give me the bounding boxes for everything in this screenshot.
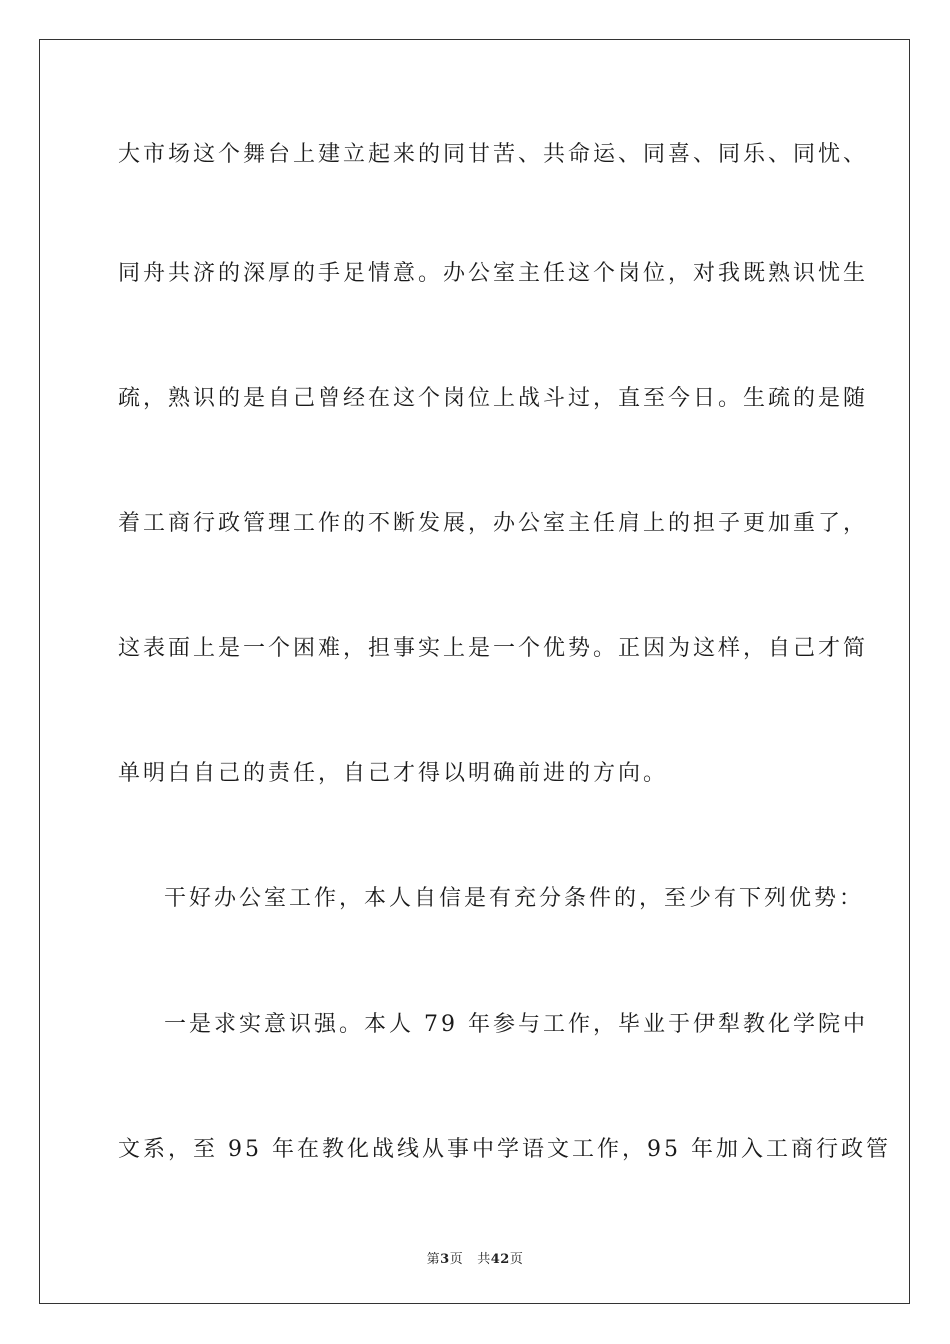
paragraph-line-3: 疏，熟识的是自己曾经在这个岗位上战斗过，直至今日。生疏的是随 xyxy=(118,386,869,411)
total-unit: 页 xyxy=(509,1252,524,1267)
paragraph-line-4: 着工商行政管理工作的不断发展，办公室主任肩上的担子更加重了， xyxy=(118,511,869,536)
total-prefix: 共 xyxy=(477,1252,491,1267)
current-page-number: 3 xyxy=(440,1252,450,1267)
paragraph-line-8: 一是求实意识强。本人 79 年参与工作，毕业于伊犁教化学院中 xyxy=(164,1012,868,1037)
page-footer xyxy=(0,1248,950,1267)
paragraph-line-1: 大市场这个舞台上建立起来的同甘苦、共命运、同喜、同乐、同忧、 xyxy=(118,142,869,167)
paragraph-line-2: 同舟共济的深厚的手足情意。办公室主任这个岗位，对我既熟识忧生 xyxy=(118,261,869,286)
paragraph-line-7: 干好办公室工作，本人自信是有充分条件的，至少有下列优势： xyxy=(164,886,865,911)
paragraph-line-9: 文系，至 95 年在教化战线从事中学语文工作，95 年加入工商行政管 xyxy=(118,1137,891,1162)
total-page-number: 42 xyxy=(490,1252,510,1267)
page-unit: 页 xyxy=(449,1252,464,1267)
paragraph-line-6: 单明白自己的责任，自己才得以明确前进的方向。 xyxy=(118,761,669,786)
page-prefix: 第 xyxy=(426,1252,441,1267)
page-border xyxy=(39,39,910,1304)
paragraph-line-5: 这表面上是一个困难，担事实上是一个优势。正因为这样，自己才简 xyxy=(118,636,869,661)
